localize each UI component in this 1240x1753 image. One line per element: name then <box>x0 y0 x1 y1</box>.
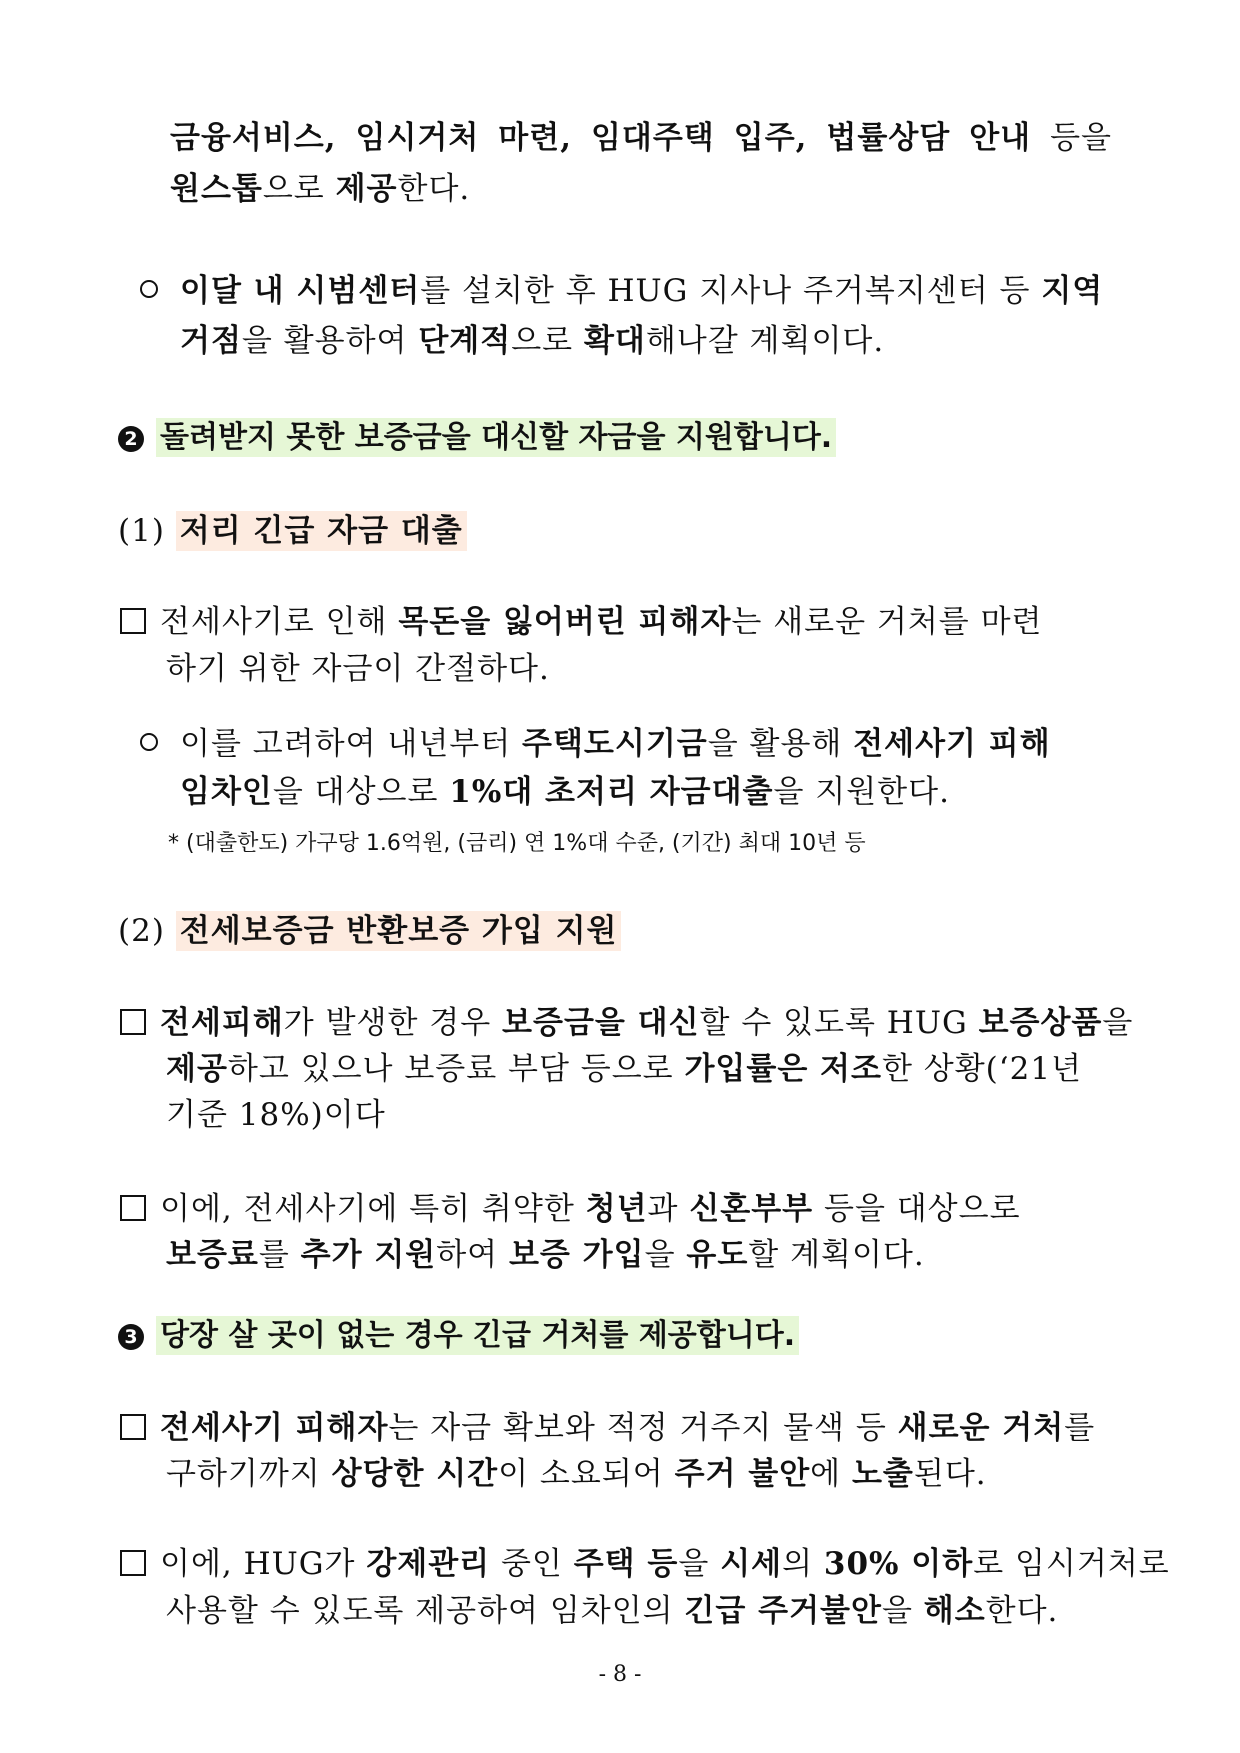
text: 가 발생한 경우 <box>283 1005 503 1041</box>
section-2-heading <box>118 412 836 456</box>
text: 을 활용해 <box>707 726 854 762</box>
pilot-line-2 <box>180 315 884 360</box>
section-title: 돌려받지 못한 보증금을 대신할 자금을 지원합니다. <box>156 418 836 457</box>
section-number-badge: 2 <box>118 426 144 452</box>
text: 이를 고려하여 내년부터 <box>180 726 523 762</box>
intro-word: 임시거처 <box>355 120 480 156</box>
intro-word: 마련, <box>498 120 572 156</box>
bold-text: 임차인 <box>180 774 273 810</box>
checkbox-bullet-icon <box>120 1009 146 1035</box>
text: 전세사기로 인해 <box>160 604 399 640</box>
text: 해나갈 계획이다. <box>645 323 885 359</box>
bold-text: 보증 가입 <box>508 1237 645 1273</box>
text: 등을 대상으로 <box>813 1191 1021 1227</box>
text: 중인 <box>490 1546 574 1582</box>
text: 된다. <box>913 1456 987 1492</box>
section-3-heading <box>118 1310 799 1354</box>
bold-text: 주거 불안 <box>674 1456 811 1492</box>
intro-line-1 <box>170 112 1112 157</box>
sec3-p2-line-1 <box>120 1538 1170 1583</box>
bold-text: 전세피해 <box>160 1005 284 1041</box>
text: 을 활용하여 <box>241 323 419 359</box>
bold-text: 전세사기 피해자 <box>160 1410 389 1446</box>
intro-word: 법률상담 <box>826 120 951 156</box>
text: 을 <box>644 1237 687 1273</box>
text: 는 자금 확보와 적정 거주지 물색 등 <box>388 1410 898 1446</box>
text: 기준 18%)이다 <box>166 1097 386 1133</box>
bold-text: 1%대 초저리 자금대출 <box>449 774 774 810</box>
subsection-2-heading <box>118 905 621 950</box>
bold-text: 추가 지원 <box>300 1237 437 1273</box>
text: 로 임시거처로 <box>973 1546 1170 1582</box>
sec3-p2-line-2 <box>166 1585 1058 1630</box>
bold-text: 제공 <box>335 171 398 207</box>
bold-text: 가입률은 저조 <box>684 1051 882 1087</box>
intro-word: 임대주택 <box>590 120 715 156</box>
checkbox-bullet-icon <box>120 1550 146 1576</box>
bold-text: 신혼부부 <box>689 1191 814 1227</box>
bold-text: 시세 <box>720 1546 783 1582</box>
bold-text: 강제관리 <box>366 1546 491 1582</box>
bold-text: 긴급 주거불안 <box>684 1593 882 1629</box>
bold-text: 노출 <box>851 1456 914 1492</box>
text: 하여 <box>436 1237 509 1273</box>
subsection-title: 저리 긴급 자금 대출 <box>176 511 467 551</box>
text: 한다. <box>985 1593 1059 1629</box>
subsection-title: 전세보증금 반환보증 가입 지원 <box>176 911 622 951</box>
sub2-p1-line-3 <box>166 1089 386 1134</box>
text: 를 설치한 후 HUG 지사나 주거복지센터 등 <box>420 273 1042 309</box>
bold-text: 보증료 <box>166 1237 259 1273</box>
checkbox-bullet-icon <box>120 608 146 634</box>
intro-word: 금융서비스, <box>170 120 337 156</box>
text: 를 <box>1064 1410 1096 1446</box>
loan-footnote: * (대출한도) 가구당 1.6억원, (금리) 연 1%대 수준, (기간) 최대 10년 등 <box>168 831 866 856</box>
bold-text: 주택도시기금 <box>522 726 708 762</box>
sub2-p2-line-2 <box>166 1229 925 1274</box>
sec3-p1-line-2 <box>166 1448 987 1493</box>
text: 를 <box>258 1237 301 1273</box>
sub2-p2-line-1 <box>120 1183 1021 1228</box>
bold-text: 이달 내 시범센터 <box>180 273 421 309</box>
text: 으로 <box>511 323 584 359</box>
text: 에 <box>810 1456 852 1492</box>
subsection-prefix: (2) <box>118 913 165 949</box>
bold-text: 주택 등 <box>573 1546 679 1582</box>
text: 으로 <box>262 171 336 207</box>
text: 할 계획이다. <box>748 1237 925 1273</box>
bold-text: 새로운 거처 <box>897 1410 1065 1446</box>
sec3-p1-line-1 <box>120 1402 1095 1447</box>
bold-text: 청년 <box>585 1191 648 1227</box>
circle-bullet-icon <box>140 280 158 298</box>
text: 할 수 있도록 HUG <box>699 1005 979 1041</box>
bold-text: 제공 <box>166 1051 228 1087</box>
bold-text: 목돈을 잃어버린 피해자 <box>398 604 732 640</box>
intro-word: 등을 <box>1050 120 1112 156</box>
sub2-p1-line-1 <box>120 997 1133 1042</box>
bold-text: 지역 <box>1041 273 1104 309</box>
intro-line-2 <box>170 163 470 208</box>
text: 이에, HUG가 <box>160 1546 367 1582</box>
sub1-p1-line-1 <box>120 596 1042 641</box>
bold-text: 해소 <box>923 1593 986 1629</box>
bold-text: 유도 <box>686 1237 749 1273</box>
intro-word: 안내 <box>969 120 1032 156</box>
pilot-line-1 <box>140 265 1103 310</box>
text: 을 대상으로 <box>272 774 450 810</box>
text: 구하기까지 <box>166 1456 332 1492</box>
text: 한다. <box>397 171 471 207</box>
bold-text: 보증금을 대신 <box>502 1005 700 1041</box>
text: 의 <box>782 1546 824 1582</box>
bold-text: 상당한 시간 <box>331 1456 499 1492</box>
bold-text: 보증상품 <box>978 1005 1103 1041</box>
text: 하기 위한 자금이 간절하다. <box>166 651 550 687</box>
text: 이에, 전세사기에 특히 취약한 <box>160 1191 586 1227</box>
subsection-prefix: (1) <box>118 513 165 549</box>
text: 이 소요되어 <box>498 1456 675 1492</box>
text: 하고 있으나 보증료 부담 등으로 <box>227 1051 685 1087</box>
sub1-p2-line-2 <box>180 766 950 811</box>
text: 을 <box>1102 1005 1134 1041</box>
bold-text: 확대 <box>583 323 646 359</box>
text: 사용할 수 있도록 제공하여 임차인의 <box>166 1593 685 1629</box>
checkbox-bullet-icon <box>120 1195 146 1221</box>
section-number-badge: 3 <box>118 1324 144 1350</box>
sub2-p1-line-2 <box>166 1043 1082 1088</box>
bold-text: 단계적 <box>418 323 512 359</box>
section-title: 당장 살 곳이 없는 경우 긴급 거처를 제공합니다. <box>156 1316 799 1355</box>
bold-text: 전세사기 피해 <box>853 726 1051 762</box>
subsection-1-heading <box>118 505 467 550</box>
text: 을 지원한다. <box>773 774 950 810</box>
text: 한 상황(‘21년 <box>881 1051 1082 1087</box>
intro-word: 입주, <box>733 120 808 156</box>
bold-text: 30% 이하 <box>823 1546 974 1582</box>
checkbox-bullet-icon <box>120 1414 146 1440</box>
text: 을 <box>881 1593 924 1629</box>
circle-bullet-icon <box>140 733 158 751</box>
page-number: - 8 - <box>598 1662 642 1687</box>
bold-text: 거점 <box>180 323 242 359</box>
text: 을 <box>678 1546 721 1582</box>
bold-text: 원스톱 <box>170 171 263 207</box>
sub1-p1-line-2 <box>166 643 550 688</box>
text: 는 새로운 거처를 마련 <box>731 604 1043 640</box>
text: 과 <box>647 1191 690 1227</box>
sub1-p2-line-1 <box>140 718 1051 763</box>
